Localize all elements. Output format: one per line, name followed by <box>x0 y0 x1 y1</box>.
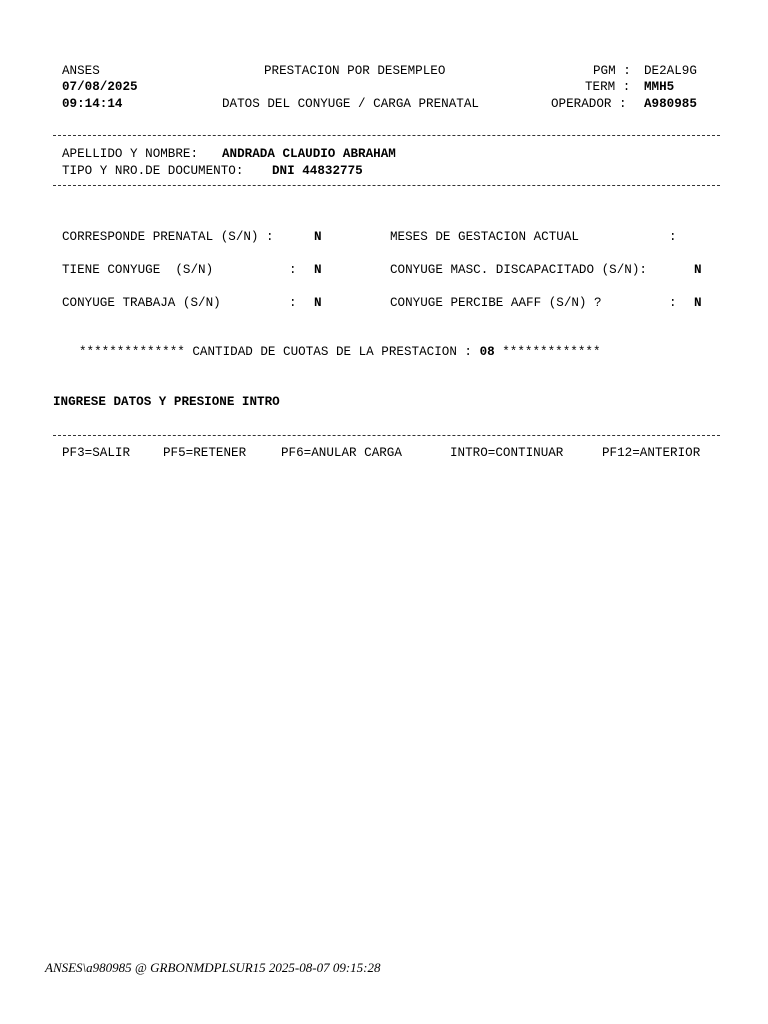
pgm-value: DE2AL9G <box>644 64 697 78</box>
name-label: APELLIDO Y NOMBRE: <box>62 147 199 161</box>
conyuge-discapacitado-field[interactable]: N <box>694 263 702 277</box>
document-value: DNI 44832775 <box>272 164 363 178</box>
prenatal-field[interactable]: N <box>314 230 322 244</box>
status-message: INGRESE DATOS Y PRESIONE INTRO <box>53 395 280 409</box>
system-name: ANSES <box>62 64 100 78</box>
session-footer: ANSES\a980985 @ GRBONMDPLSUR15 2025-08-07 09:15:28 <box>45 960 381 975</box>
pf5-retener-key[interactable]: PF5=RETENER <box>163 446 247 460</box>
conyuge-aaff-label: CONYUGE PERCIBE AAFF (S/N) ? <box>390 296 602 310</box>
term-value: MMH5 <box>644 80 675 94</box>
pgm-label: PGM : <box>593 64 631 78</box>
meses-gestacion-label: MESES DE GESTACION ACTUAL <box>390 230 579 244</box>
operador-label: OPERADOR : <box>551 97 627 111</box>
term-label: TERM : <box>585 80 631 94</box>
cuotas-suffix: ************* <box>502 345 601 359</box>
tiene-conyuge-field[interactable]: N <box>314 263 322 277</box>
conyuge-aaff-field[interactable]: N <box>694 296 702 310</box>
screen-title: PRESTACION POR DESEMPLEO <box>264 64 446 78</box>
meses-gestacion-colon: : <box>669 230 677 244</box>
conyuge-trabaja-colon: : <box>289 296 297 310</box>
pf3-salir-key[interactable]: PF3=SALIR <box>62 446 131 460</box>
pf6-anular-carga-key[interactable]: PF6=ANULAR CARGA <box>281 446 402 460</box>
header-date: 07/08/2025 <box>62 80 138 94</box>
name-value: ANDRADA CLAUDIO ABRAHAM <box>222 147 396 161</box>
conyuge-trabaja-label: CONYUGE TRABAJA (S/N) <box>62 296 221 310</box>
operador-value: A980985 <box>644 97 697 111</box>
conyuge-trabaja-field[interactable]: N <box>314 296 322 310</box>
divider-person <box>53 185 720 186</box>
meses-gestacion-field[interactable] <box>694 230 714 245</box>
conyuge-aaff-colon: : <box>669 296 677 310</box>
screen-subtitle: DATOS DEL CONYUGE / CARGA PRENATAL <box>222 97 479 111</box>
conyuge-discapacitado-label: CONYUGE MASC. DISCAPACITADO (S/N): <box>390 263 647 277</box>
cuotas-value: 08 <box>479 345 495 359</box>
tiene-conyuge-colon: : <box>289 263 297 277</box>
cuotas-banner <box>79 345 601 360</box>
tiene-conyuge-label: TIENE CONYUGE (S/N) <box>62 263 214 277</box>
divider-fkeys <box>53 435 720 436</box>
prenatal-label: CORRESPONDE PRENATAL (S/N) : <box>62 230 274 244</box>
pf12-anterior-key[interactable]: PF12=ANTERIOR <box>602 446 701 460</box>
header-time: 09:14:14 <box>62 97 123 111</box>
intro-continuar-key[interactable]: INTRO=CONTINUAR <box>450 446 564 460</box>
cuotas-prefix: ************** CANTIDAD DE CUOTAS DE LA PRESTACION : <box>79 345 472 359</box>
document-label: TIPO Y NRO.DE DOCUMENTO: <box>62 164 244 178</box>
divider-top <box>53 135 720 136</box>
